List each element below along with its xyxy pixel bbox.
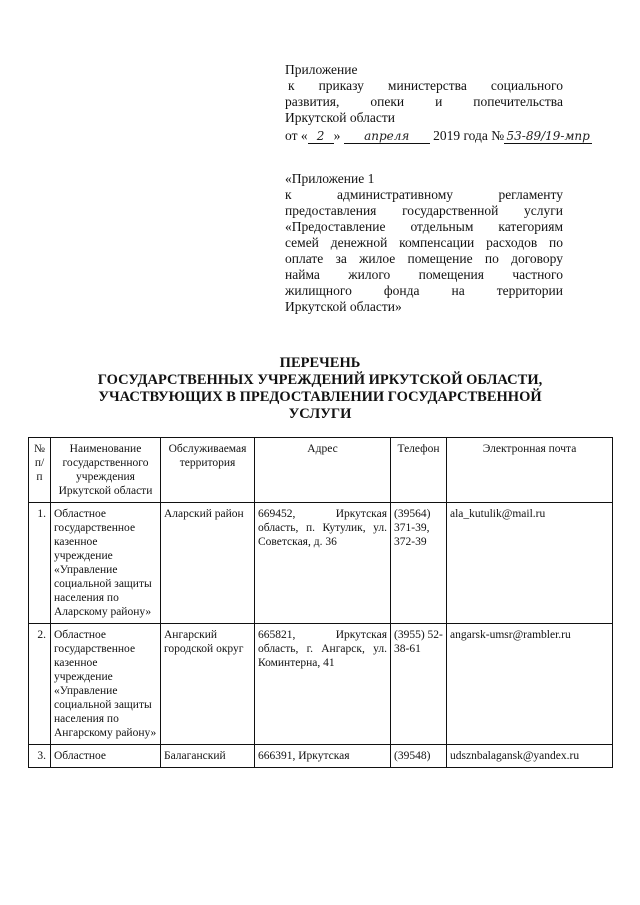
appendix1-line: Иркутской области» — [285, 299, 402, 314]
cell-email: ala_kutulik@mail.ru — [447, 503, 613, 624]
cell-phone: (39564) 371-39, 372-39 — [391, 503, 447, 624]
institutions-table — [28, 437, 613, 768]
table-header-row — [29, 438, 613, 503]
title-line: УСЛУГИ — [288, 406, 352, 422]
appendix1-line: оплате за жилое помещение по договору — [285, 251, 563, 266]
appendix-title: Приложение — [285, 62, 358, 77]
cell-name: Областное — [51, 745, 161, 768]
header-name: Наименование государственного учреждения Иркутской области — [51, 438, 161, 503]
table-row — [29, 624, 613, 745]
appendix1-header — [285, 171, 563, 315]
appendix1-line: к административному регламенту — [285, 187, 563, 202]
cell-email: udsznbalagansk@yandex.ru — [447, 745, 613, 768]
header-num: № п/п — [29, 438, 51, 503]
cell-phone: (3955) 52-38-61 — [391, 624, 447, 745]
appendix1-line: «Предоставление отдельным категориям — [285, 219, 563, 234]
document-title — [60, 355, 580, 423]
cell-address: 666391, Иркутская — [255, 745, 391, 768]
title-line: ПЕРЕЧЕНЬ — [279, 355, 361, 371]
order-number: 53-89/19-мпр — [504, 129, 592, 144]
header-territory: Обслуживаемая территория — [161, 438, 255, 503]
header-address: Адрес — [255, 438, 391, 503]
title-line: ГОСУДАРСТВЕННЫХ УЧРЕЖДЕНИЙ ИРКУТСКОЙ ОБЛАСТИ, — [97, 372, 543, 388]
cell-territory: Балаганский — [161, 745, 255, 768]
table-row — [29, 745, 613, 768]
header-email: Электронная почта — [447, 438, 613, 503]
cell-name: Областное государственное казенное учреждение «Управление социальной защиты населения по Ангарскому району» — [51, 624, 161, 745]
appendix-date-line: от « 2 » апреля 2019 года № 53-89/19-мпр — [285, 128, 563, 144]
cell-num: 3. — [29, 745, 51, 768]
cell-territory: Аларский район — [161, 503, 255, 624]
header-phone: Телефон — [391, 438, 447, 503]
table-row — [29, 503, 613, 624]
cell-email: angarsk-umsr@rambler.ru — [447, 624, 613, 745]
cell-num: 2. — [29, 624, 51, 745]
cell-address: 665821, Иркутская область, г. Ангарск, ул. Коминтерна, 41 — [255, 624, 391, 745]
appendix-header — [285, 62, 590, 144]
appendix1-line: жилищного фонда на территории — [285, 283, 563, 298]
appendix1-line: предоставления государственной услуги — [285, 203, 563, 218]
cell-territory: Ангарский городской округ — [161, 624, 255, 745]
cell-name: Областное государственное казенное учреждение «Управление социальной защиты населения по Аларскому району» — [51, 503, 161, 624]
appendix1-line: найма жилого помещения частного — [285, 267, 563, 282]
appendix1-line: семей денежной компенсации расходов по — [285, 235, 563, 250]
appendix1-title: «Приложение 1 — [285, 171, 375, 186]
title-line: УЧАСТВУЮЩИХ В ПРЕДОСТАВЛЕНИИ ГОСУДАРСТВЕННОЙ — [98, 389, 542, 405]
appendix-ministry: развития, опеки и попечительства — [285, 94, 563, 109]
cell-address: 669452, Иркутская область, п. Кутулик, ул. Советская, д. 36 — [255, 503, 391, 624]
date-day: 2 — [308, 129, 334, 144]
cell-phone: (39548) — [391, 745, 447, 768]
appendix-region: Иркутской области — [285, 110, 396, 125]
date-month: апреля — [344, 129, 430, 144]
appendix-order-ref: к приказу министерства социального — [288, 78, 563, 93]
cell-num: 1. — [29, 503, 51, 624]
